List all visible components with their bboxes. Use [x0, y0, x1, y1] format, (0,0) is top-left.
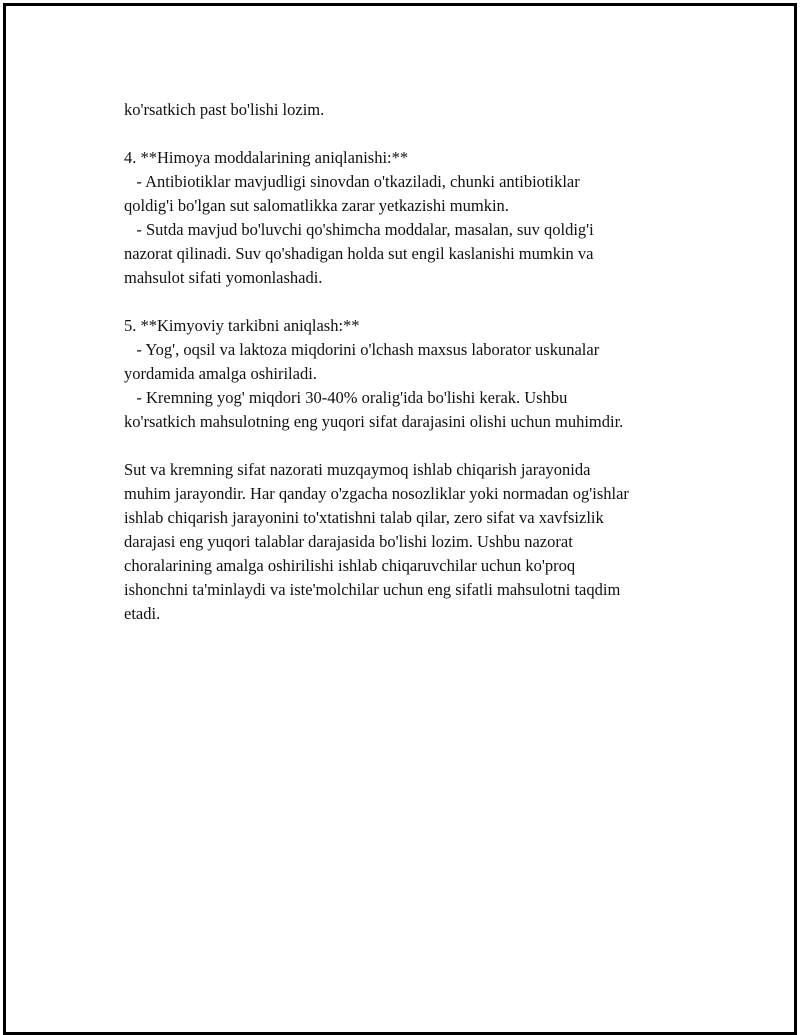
conclusion-line: darajasi eng yuqori talablar darajasida bo'lishi lozim. Ushbu nazorat [124, 532, 573, 551]
section-4-heading: 4. **Himoya moddalarining aniqlanishi:** [124, 148, 409, 167]
paragraph-gap [124, 122, 714, 146]
section-4-line: - Sutda mavjud bo'luvchi qo'shimcha moddalar, masalan, suv qoldig'i [124, 220, 594, 239]
section-4-line: qoldig'i bo'lgan sut salomatlikka zarar yetkazishi mumkin. [124, 196, 509, 215]
conclusion-line: Sut va kremning sifat nazorati muzqaymoq ishlab chiqarish jarayonida [124, 460, 591, 479]
page-content [124, 98, 714, 626]
section-4-line: - Antibiotiklar mavjudligi sinovdan o'tkaziladi, chunki antibiotiklar [124, 172, 580, 191]
page-frame [3, 3, 797, 1035]
conclusion-line: ishlab chiqarish jarayonini to'xtatishni talab qilar, zero sifat va xavfsizlik [124, 508, 604, 527]
conclusion-line: etadi. [124, 604, 161, 623]
section-5-line: - Yog', oqsil va laktoza miqdorini o'lchash maxsus laborator uskunalar [124, 340, 600, 359]
section-5-line: ko'rsatkich mahsulotning eng yuqori sifat darajasini olishi uchun muhimdir. [124, 412, 624, 431]
conclusion-line: ishonchni ta'minlaydi va iste'molchilar uchun eng sifatli mahsulotni taqdim [124, 580, 621, 599]
section-5-heading: 5. **Kimyoviy tarkibni aniqlash:** [124, 316, 360, 335]
section-4-line: mahsulot sifati yomonlashadi. [124, 268, 323, 287]
conclusion-line: muhim jarayondir. Har qanday o'zgacha nosozliklar yoki normadan og'ishlar [124, 484, 629, 503]
conclusion-line: choralarining amalga oshirilishi ishlab chiqaruvchilar uchun ko'proq [124, 556, 576, 575]
section-4-line: nazorat qilinadi. Suv qo'shadigan holda sut engil kaslanishi mumkin va [124, 244, 594, 263]
paragraph-gap [124, 434, 714, 458]
intro-line: ko'rsatkich past bo'lishi lozim. [124, 100, 325, 119]
section-5-line: - Kremning yog' miqdori 30-40% oralig'ida bo'lishi kerak. Ushbu [124, 388, 568, 407]
paragraph-gap [124, 290, 714, 314]
section-5-line: yordamida amalga oshiriladi. [124, 364, 317, 383]
